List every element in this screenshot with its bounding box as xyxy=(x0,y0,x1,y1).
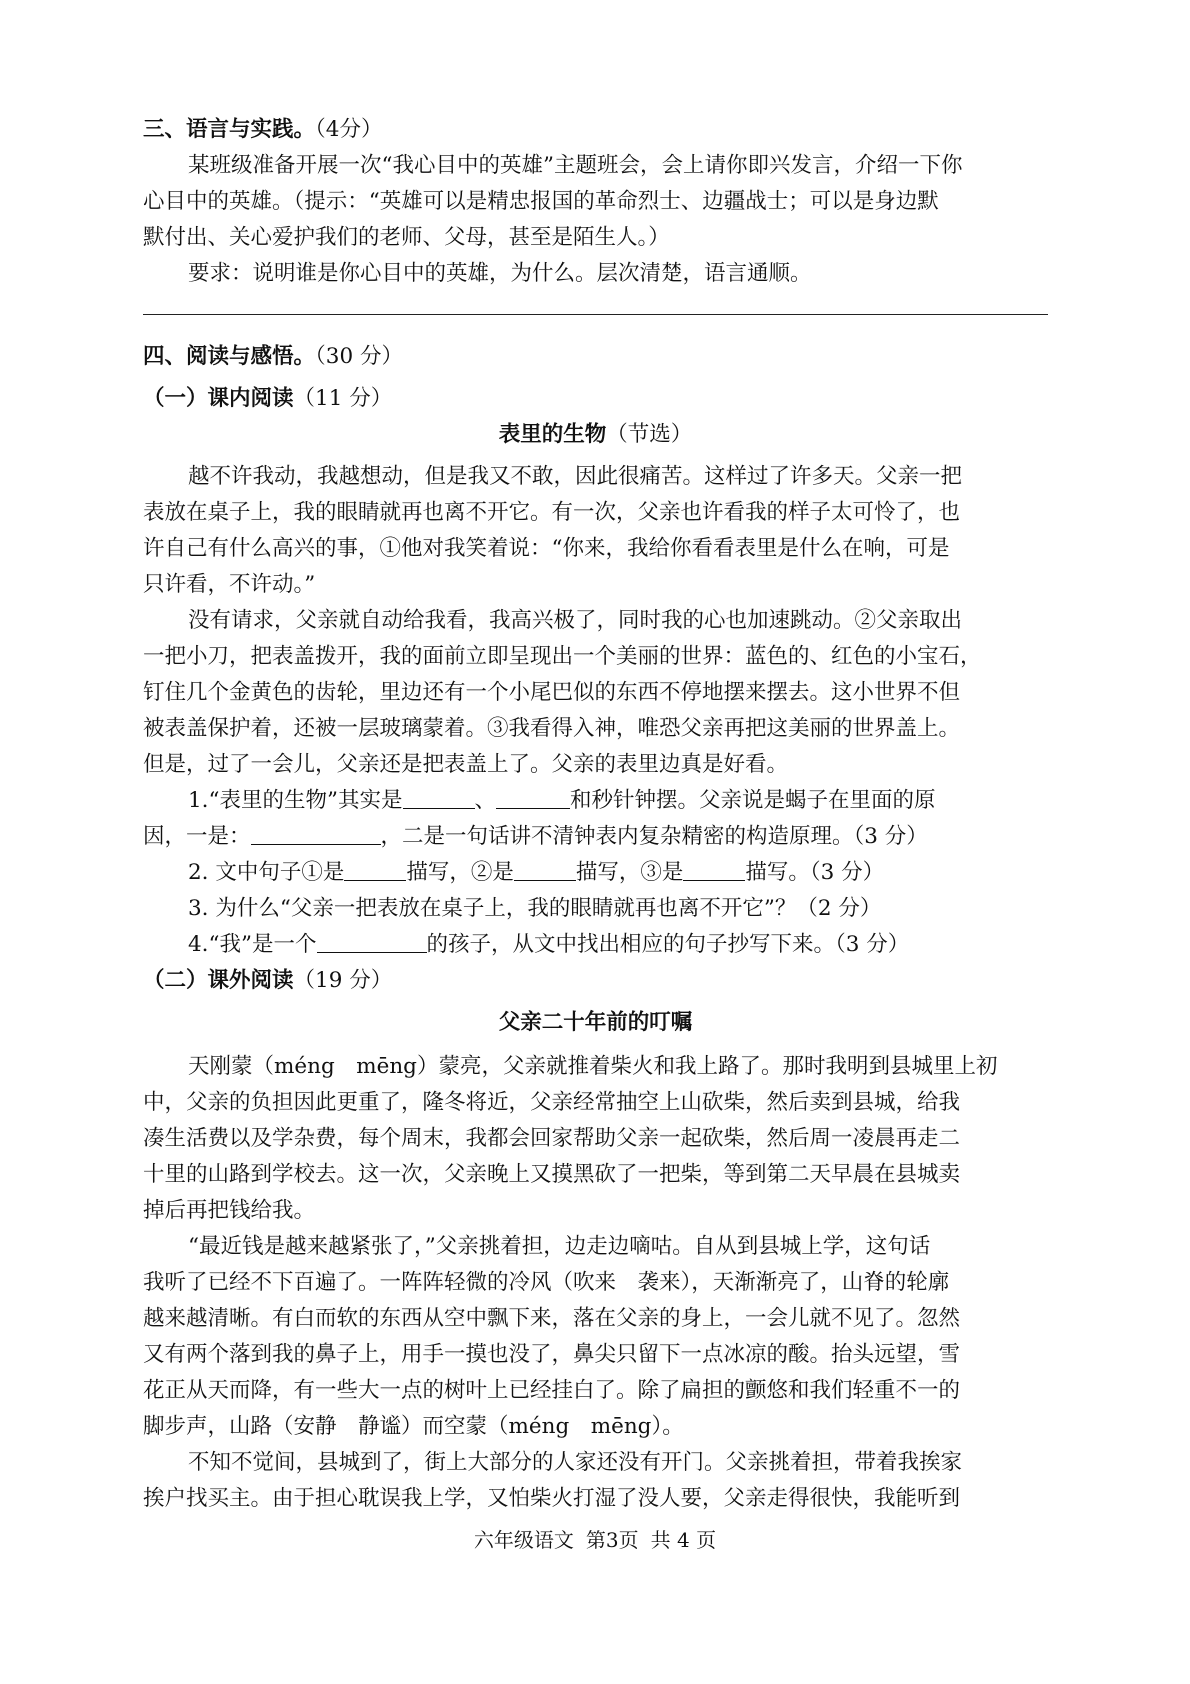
answer-blank[interactable] xyxy=(403,786,475,809)
passage-1-line: 只许看，不许动。” xyxy=(143,572,316,597)
answer-blank[interactable] xyxy=(344,858,406,881)
subsection-2-points: （19 分） xyxy=(293,968,393,993)
passage-1-line: 没有请求，父亲就自动给我看，我高兴极了，同时我的心也加速跳动。②父亲取出 xyxy=(188,608,963,633)
subsection-1-points: （11 分） xyxy=(293,386,393,411)
question-4 xyxy=(143,927,1048,963)
passage-2-line: 我听了已经不下百遍了。一阵阵轻微的冷风（吹来 袭来），天渐渐亮了，山脊的轮廓 xyxy=(143,1270,950,1295)
passage-2-line: 花正从天而降，有一些大一点的树叶上已经挂白了。除了扁担的颤悠和我们轻重不一的 xyxy=(143,1378,961,1403)
subsection-1-title: （一）课内阅读 xyxy=(143,386,294,411)
question-2-text: 描写。（3 分） xyxy=(745,860,885,885)
passage-1-title xyxy=(143,417,1048,453)
question-2-text: 描写，③是 xyxy=(575,860,684,885)
answer-blank[interactable] xyxy=(317,930,427,953)
passage-1-line: 一把小刀，把表盖拨开，我的面前立即呈现出一个美丽的世界：蓝色的、红色的小宝石， xyxy=(143,644,982,669)
passage-2-line: “最近钱是越来越紧张了，”父亲挑着担，边走边嘀咕。自从到县城上学，这句话 xyxy=(188,1234,931,1259)
subsection-2-heading xyxy=(143,963,1048,999)
section-4-heading xyxy=(143,339,1048,375)
answer-blank[interactable] xyxy=(496,786,570,809)
question-1 xyxy=(143,783,1048,819)
passage-1-line: 表放在桌子上，我的眼睛就再也离不开它。有一次，父亲也许看我的样子太可怜了，也 xyxy=(143,500,961,525)
passage-1-line: 但是，过了一会儿，父亲还是把表盖上了。父亲的表里边真是好看。 xyxy=(143,752,789,777)
passage-2-line: 十里的山路到学校去。这一次，父亲晚上又摸黑砍了一把柴，等到第二天早晨在县城卖 xyxy=(143,1162,961,1187)
passage-1-line: 许自己有什么高兴的事，①他对我笑着说：“你来，我给你看看表里是什么在响，可是 xyxy=(143,536,950,561)
subsection-1-heading xyxy=(143,381,1048,417)
question-4-text: 4.“我”是一个 xyxy=(188,932,317,957)
exam-page xyxy=(143,112,1048,1517)
passage-1-title-note: （节选） xyxy=(606,422,693,447)
paragraph-line: 心目中的英雄。（提示：“英雄可以是精忠报国的革命烈士、边疆战士；可以是身边默 xyxy=(143,189,939,214)
footer-subject: 六年级语文 xyxy=(473,1528,574,1552)
question-2-text: 描写，②是 xyxy=(406,860,514,885)
requirement-line: 要求：说明谁是你心目中的英雄，为什么。层次清楚，语言通顺。 xyxy=(188,261,812,286)
passage-1-line: 被表盖保护着，还被一层玻璃蒙着。③我看得入神，唯恐父亲再把这美丽的世界盖上。 xyxy=(143,716,961,741)
answer-blank[interactable] xyxy=(514,858,576,881)
subsection-2-title: （二）课外阅读 xyxy=(143,968,294,993)
section-3-points: （4分） xyxy=(315,117,383,142)
passage-2-line: 掉后再把钱给我。 xyxy=(143,1198,316,1223)
footer-total: 共 4 页 xyxy=(650,1528,717,1552)
passage-2-title: 父亲二十年前的叮嘱 xyxy=(498,1010,693,1035)
question-1-cont xyxy=(143,819,1048,855)
passage-1-line: 越不许我动，我越想动，但是我又不敢，因此很痛苦。这样过了许多天。父亲一把 xyxy=(188,464,963,489)
question-1-text: 和秒针钟摆。父亲说是蝎子在里面的原 xyxy=(570,788,936,813)
passage-2-line: 凑生活费以及学杂费，每个周末，我都会回家帮助父亲一起砍柴，然后周一凌晨再走二 xyxy=(143,1126,961,1151)
passage-2-line: 天刚蒙（méng mēng）蒙亮，父亲就推着柴火和我上路了。那时我明到县城里上初 xyxy=(188,1054,998,1079)
passage-2-line: 越来越清晰。有白而软的东西从空中飘下来，落在父亲的身上，一会儿就不见了。忽然 xyxy=(143,1306,961,1331)
question-1-text: ，二是一句话讲不清钟表内复杂精密的构造原理。（3 分） xyxy=(380,824,928,849)
paragraph-line: 某班级准备开展一次“我心目中的英雄”主题班会，会上请你即兴发言，介绍一下你 xyxy=(188,153,963,178)
paragraph-line: 默付出、关心爱护我们的老师、父母，甚至是陌生人。） xyxy=(143,225,670,250)
question-2 xyxy=(143,855,1048,891)
answer-line xyxy=(143,314,1048,315)
answer-blank[interactable] xyxy=(683,858,745,881)
question-2-text: 2. 文中句子①是 xyxy=(188,860,345,885)
passage-2-line: 又有两个落到我的鼻子上，用手一摸也没了，鼻尖只留下一点冰凉的酸。抬头远望，雪 xyxy=(143,1342,961,1367)
section-3-title: 三、语言与实践。 xyxy=(143,117,316,142)
passage-1-title-text: 表里的生物 xyxy=(498,422,607,447)
passage-1-line: 钉住几个金黄色的齿轮，里边还有一个小尾巴似的东西不停地摆来摆去。这小世界不但 xyxy=(143,680,961,705)
question-4-text: 的孩子，从文中找出相应的句子抄写下来。（3 分） xyxy=(426,932,910,957)
passage-2-line: 中，父亲的负担因此更重了，隆冬将近，父亲经常抽空上山砍柴，然后卖到县城，给我 xyxy=(143,1090,961,1115)
question-3: 3. 为什么“父亲一把表放在桌子上，我的眼睛就再也离不开它”？（2 分） xyxy=(188,896,882,921)
section-4-title: 四、阅读与感悟。 xyxy=(143,344,316,369)
question-1-text: 1.“表里的生物”其实是 xyxy=(188,788,403,813)
question-1-text: 、 xyxy=(474,788,497,813)
answer-blank[interactable] xyxy=(251,822,381,845)
section-4-points: （30 分） xyxy=(315,344,403,369)
passage-2-line: 不知不觉间，县城到了，街上大部分的人家还没有开门。父亲挑着担，带着我挨家 xyxy=(188,1450,963,1475)
page-footer xyxy=(0,1524,1190,1553)
passage-2-line: 挨户找买主。由于担心耽误我上学，又怕柴火打湿了没人要，父亲走得很快，我能听到 xyxy=(143,1486,961,1511)
section-3-heading xyxy=(143,112,1048,148)
question-1-text: 因，一是： xyxy=(143,824,251,849)
passage-2-line: 脚步声，山路（安静 静谧）而空蒙（méng mēng）。 xyxy=(143,1414,684,1439)
footer-page: 第3页 xyxy=(585,1528,639,1552)
